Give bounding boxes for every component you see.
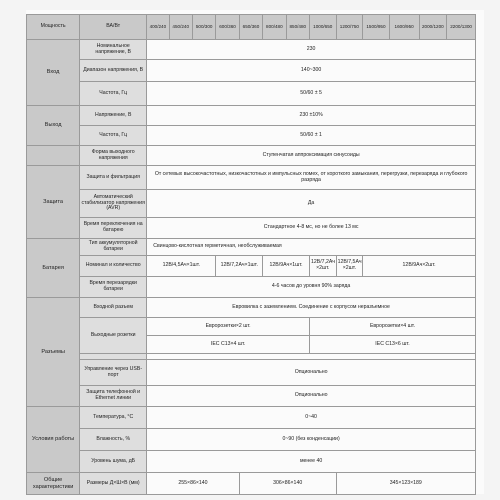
model-header: 1000/650: [309, 15, 336, 40]
specification-table: [26, 14, 476, 495]
value-cell: Евророзетки×2 шт.: [147, 318, 310, 336]
param-cell: Частота, Гц: [80, 126, 147, 146]
table-row: [27, 106, 476, 126]
table-row: [27, 82, 476, 106]
value-cell: Стандартное 4-8 мс, но не более 13 мс: [147, 218, 476, 239]
table-row: [27, 256, 476, 277]
value-cell: 12В/7,5Ач ×2шт.: [336, 256, 363, 277]
model-header: 600/360: [216, 15, 239, 40]
value-cell: 230 ±10%: [147, 106, 476, 126]
value-cell: 12В/7,2Ач ×2шт.: [309, 256, 336, 277]
param-cell: Управление через USB-порт: [80, 360, 147, 386]
value-cell: 12В/9Ач×2шт.: [363, 256, 476, 277]
value-cell: 306×86×140: [239, 473, 336, 495]
model-header: 850/480: [286, 15, 309, 40]
table-row: [27, 146, 476, 166]
table-row: [27, 277, 476, 298]
param-cell: Напряжение, В: [80, 106, 147, 126]
model-header: 1500/950: [363, 15, 390, 40]
value-cell: 230: [147, 40, 476, 60]
param-cell: Номинальное напряжение, В: [80, 40, 147, 60]
section-conditions: Условия работы: [27, 407, 80, 473]
table-row: [27, 40, 476, 60]
value-cell: 50/60 ± 1: [147, 126, 476, 146]
param-cell: Уровень шума, дБ: [80, 451, 147, 473]
param-cell: Защита и фильтрация: [80, 166, 147, 190]
section-sockets: Разъемы: [27, 298, 80, 407]
value-cell: 12В/7,2Ач×1шт.: [216, 256, 263, 277]
value-cell: Опционально: [147, 360, 476, 386]
param-cell: Температура, °С: [80, 407, 147, 429]
section-input: Вход: [27, 40, 80, 106]
table-row: [27, 451, 476, 473]
value-cell: От сетевых высокочастотных, низкочастотных и импульсных помех, от короткого замыкания, перегрузки, перезаряда и глубокого разряда: [147, 166, 476, 190]
value-cell: 0~40: [147, 407, 476, 429]
value-cell: 50/60 ± 5: [147, 82, 476, 106]
param-cell: Автоматический стабилизатор напряжения (AVR): [80, 190, 147, 218]
table-row: [27, 60, 476, 82]
value-cell: 12В/9Ач×1шт.: [263, 256, 310, 277]
header-unit: ВА/Вт: [80, 15, 147, 40]
value-cell: 255×86×140: [147, 473, 240, 495]
value-cell: 140~300: [147, 60, 476, 82]
value-cell: 345×123×189: [336, 473, 475, 495]
param-cell: Время перезарядки батареи: [80, 277, 147, 298]
param-cell: Номинал и количество: [80, 256, 147, 277]
param-cell: Время переключения на батарею: [80, 218, 147, 239]
param-cell: Форма выходного напряжения: [80, 146, 147, 166]
section-battery: Батарея: [27, 239, 80, 298]
section-output: Выход: [27, 106, 80, 146]
model-header: 1200/750: [336, 15, 363, 40]
table-row: [27, 318, 476, 336]
section-output-blank: [27, 146, 80, 166]
table-row: [27, 360, 476, 386]
value-cell: Ступенчатая аппроксимация синусоиды: [147, 146, 476, 166]
header-power: Мощность: [27, 15, 80, 40]
value-cell: Евророзетки×4 шт.: [309, 318, 475, 336]
value-cell: 12В/4,5Ач×1шт.: [147, 256, 216, 277]
table-row: [27, 218, 476, 239]
value-cell: Свинцово-кислотная герметичная, необслуживаемая: [147, 239, 476, 256]
header-row: [27, 15, 476, 40]
table-row: [27, 190, 476, 218]
value-cell: IEC C13×4 шт.: [147, 336, 310, 354]
table-row: [27, 407, 476, 429]
table-row: [27, 126, 476, 146]
param-cell: Размеры Д×Ш×В (мм): [80, 473, 147, 495]
section-protection: Защита: [27, 166, 80, 239]
model-header: 650/360: [239, 15, 262, 40]
value-cell: 4-6 часов до уровня 90% заряда: [147, 277, 476, 298]
value-cell: Евровилка с заземлением. Соединение с корпусом неразъемное: [147, 298, 476, 318]
value-cell: IEC C13×6 шт.: [309, 336, 475, 354]
model-header: 2200/1300: [447, 15, 476, 40]
table-row: [27, 429, 476, 451]
table-row: [27, 239, 476, 256]
param-cell: Защита телефонной и Ethernet линии: [80, 386, 147, 407]
param-cell: Выходные розетки: [80, 318, 147, 354]
param-cell: Диапазон напряжения, В: [80, 60, 147, 82]
section-general: Общие характеристики: [27, 473, 80, 495]
value-cell: 0~90 (без конденсации): [147, 429, 476, 451]
table-row: [27, 298, 476, 318]
param-cell: Входной разъем: [80, 298, 147, 318]
model-header: 1600/950: [389, 15, 419, 40]
model-header: 500/300: [192, 15, 215, 40]
value-cell: Да: [147, 190, 476, 218]
table-row: [27, 386, 476, 407]
model-header: 400/240: [147, 15, 169, 40]
value-cell: менее 40: [147, 451, 476, 473]
value-cell: Опционально: [147, 386, 476, 407]
model-header: 800/480: [263, 15, 286, 40]
model-header: 2000/1200: [419, 15, 447, 40]
table-row: [27, 166, 476, 190]
model-header: 450/240: [169, 15, 192, 40]
param-cell: Влажность, %: [80, 429, 147, 451]
param-cell: Тип аккумуляторной батареи: [80, 239, 147, 256]
table-row: [27, 473, 476, 495]
param-cell: Частота, Гц: [80, 82, 147, 106]
